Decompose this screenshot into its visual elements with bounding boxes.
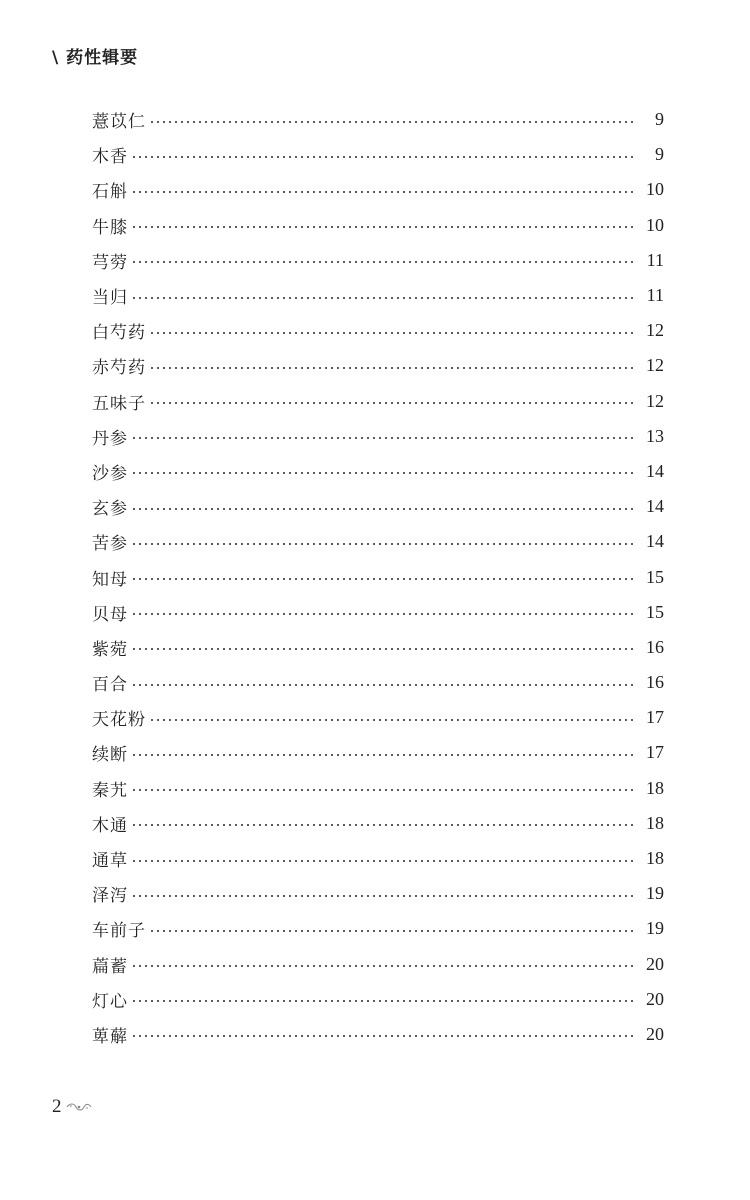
toc-entry-page: 16 <box>646 672 664 693</box>
toc-entry-name: 百合 <box>92 675 128 696</box>
toc-entry <box>92 700 664 735</box>
dot-leader <box>149 402 636 404</box>
page-number: 2 <box>52 1096 62 1117</box>
toc-entry-name: 薏苡仁 <box>92 112 146 133</box>
toc-entry-page: 20 <box>646 953 664 974</box>
toc-entry-name: 贝母 <box>92 604 128 625</box>
toc-entry-page: 12 <box>646 320 664 341</box>
dot-leader <box>131 508 636 510</box>
toc-entry-page: 14 <box>646 531 664 552</box>
toc-entry <box>92 1017 664 1052</box>
dot-leader <box>131 613 636 615</box>
page-footer <box>52 1096 92 1118</box>
toc-entry <box>92 876 664 911</box>
toc-entry-page: 12 <box>646 390 664 411</box>
dot-leader <box>131 543 636 545</box>
toc-entry-page: 12 <box>646 355 664 376</box>
toc-entry-page: 11 <box>646 249 664 270</box>
dot-leader <box>149 367 636 369</box>
toc-entry-page: 13 <box>646 425 664 446</box>
dot-leader <box>131 578 636 580</box>
toc-entry <box>92 665 664 700</box>
toc-entry-name: 续断 <box>92 745 128 766</box>
toc-entry-name: 紫菀 <box>92 639 128 660</box>
table-of-contents <box>92 102 664 1052</box>
toc-entry <box>92 982 664 1017</box>
toc-entry-page: 18 <box>646 812 664 833</box>
toc-entry-page: 10 <box>646 214 664 235</box>
toc-entry <box>92 559 664 594</box>
toc-entry-name: 赤芍药 <box>92 358 146 379</box>
toc-entry-name: 天花粉 <box>92 710 146 731</box>
toc-entry <box>92 172 664 207</box>
dot-leader <box>131 754 636 756</box>
dot-leader <box>131 261 636 263</box>
dot-leader <box>131 824 636 826</box>
toc-entry <box>92 911 664 946</box>
toc-entry-page: 18 <box>646 777 664 798</box>
toc-entry-name: 沙参 <box>92 463 128 484</box>
dot-leader <box>131 684 636 686</box>
running-header: \ 药性辑要 <box>52 48 139 68</box>
toc-entry <box>92 208 664 243</box>
dot-leader <box>131 648 636 650</box>
dot-leader <box>149 930 636 932</box>
toc-entry <box>92 630 664 665</box>
toc-entry <box>92 243 664 278</box>
toc-entry-name: 泽泻 <box>92 886 128 907</box>
scroll-ornament-icon <box>66 1102 92 1112</box>
toc-entry-page: 15 <box>646 566 664 587</box>
toc-entry-page: 9 <box>655 144 664 165</box>
toc-entry-page: 17 <box>646 742 664 763</box>
toc-entry-page: 10 <box>646 179 664 200</box>
toc-entry-name: 萹蓄 <box>92 956 128 977</box>
toc-entry <box>92 771 664 806</box>
toc-entry <box>92 313 664 348</box>
toc-entry <box>92 419 664 454</box>
dot-leader <box>149 719 636 721</box>
toc-entry <box>92 524 664 559</box>
toc-entry-name: 五味子 <box>92 393 146 414</box>
dot-leader <box>131 226 636 228</box>
toc-entry-name: 石斛 <box>92 182 128 203</box>
toc-entry-name: 木通 <box>92 815 128 836</box>
toc-entry-page: 9 <box>655 109 664 130</box>
toc-entry-name: 萆薢 <box>92 1026 128 1047</box>
toc-entry-name: 灯心 <box>92 991 128 1012</box>
toc-entry <box>92 102 664 137</box>
dot-leader <box>149 332 636 334</box>
toc-entry <box>92 735 664 770</box>
toc-entry-name: 芎䓖 <box>92 252 128 273</box>
toc-entry-name: 当归 <box>92 288 128 309</box>
toc-entry-page: 15 <box>646 601 664 622</box>
toc-entry-name: 木香 <box>92 147 128 168</box>
toc-entry-page: 16 <box>646 636 664 657</box>
dot-leader <box>131 437 636 439</box>
toc-entry-page: 20 <box>646 1023 664 1044</box>
toc-entry-page: 18 <box>646 848 664 869</box>
toc-entry <box>92 947 664 982</box>
toc-entry <box>92 595 664 630</box>
dot-leader <box>131 965 636 967</box>
dot-leader <box>149 121 636 123</box>
dot-leader <box>131 895 636 897</box>
toc-entry-name: 知母 <box>92 569 128 590</box>
toc-entry <box>92 454 664 489</box>
toc-entry <box>92 137 664 172</box>
dot-leader <box>131 472 636 474</box>
toc-entry <box>92 278 664 313</box>
toc-entry-name: 秦艽 <box>92 780 128 801</box>
dot-leader <box>131 1035 636 1037</box>
toc-entry-name: 苦参 <box>92 534 128 555</box>
toc-entry <box>92 489 664 524</box>
toc-entry-name: 车前子 <box>92 921 146 942</box>
toc-entry-name: 丹参 <box>92 428 128 449</box>
toc-entry-page: 20 <box>646 988 664 1009</box>
toc-entry <box>92 348 664 383</box>
dot-leader <box>131 156 636 158</box>
dot-leader <box>131 1000 636 1002</box>
dot-leader <box>131 789 636 791</box>
toc-entry-page: 19 <box>646 918 664 939</box>
dot-leader <box>131 191 636 193</box>
toc-entry-page: 11 <box>646 285 664 306</box>
toc-entry-page: 14 <box>646 460 664 481</box>
toc-entry-name: 白芍药 <box>92 323 146 344</box>
dot-leader <box>131 860 636 862</box>
toc-entry-page: 14 <box>646 496 664 517</box>
dot-leader <box>131 297 636 299</box>
toc-entry-page: 19 <box>646 883 664 904</box>
toc-entry <box>92 841 664 876</box>
toc-entry-name: 玄参 <box>92 499 128 520</box>
toc-entry-name: 通草 <box>92 851 128 872</box>
toc-entry-name: 牛膝 <box>92 217 128 238</box>
toc-entry <box>92 806 664 841</box>
toc-entry-page: 17 <box>646 707 664 728</box>
toc-entry <box>92 384 664 419</box>
